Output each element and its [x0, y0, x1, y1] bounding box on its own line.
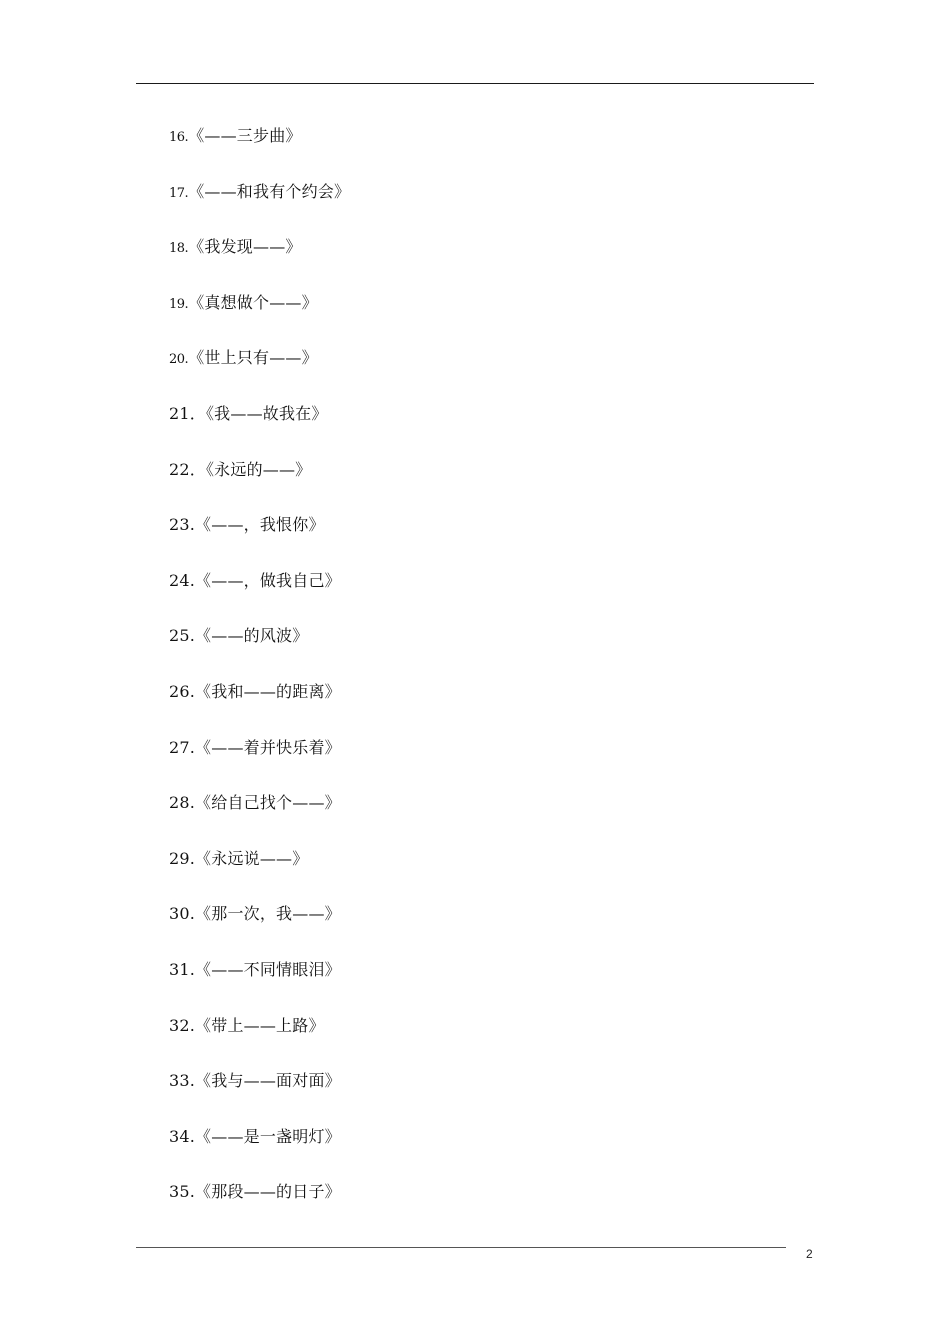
list-item	[169, 1070, 350, 1126]
item-title: 《我发现——》	[188, 237, 302, 257]
item-title: 《那段——的日子》	[195, 1182, 341, 1202]
item-number: 31.	[169, 959, 196, 979]
list-item	[169, 1015, 350, 1071]
item-title: 《——，我恨你》	[195, 515, 325, 535]
list-item	[169, 514, 350, 570]
item-title: 《带上——上路》	[195, 1015, 325, 1035]
item-title: 《——是一盏明灯》	[195, 1126, 341, 1146]
item-title: 《——的风波》	[195, 626, 309, 646]
item-number: 19.	[169, 296, 189, 312]
item-title: 《——和我有个约会》	[188, 181, 351, 201]
item-number: 25.	[169, 626, 196, 646]
item-title: 《给自己找个——》	[195, 793, 341, 813]
list-item	[169, 792, 350, 848]
list-item	[169, 903, 350, 959]
item-number: 33.	[169, 1071, 196, 1091]
footer-rule	[136, 1247, 786, 1248]
item-title: 《——，做我自己》	[195, 570, 341, 590]
item-title: 《我与——面对面》	[195, 1071, 341, 1091]
list-item	[169, 181, 350, 237]
page-number: 2	[806, 1247, 813, 1261]
list-item	[169, 570, 350, 626]
item-number: 23.	[169, 515, 196, 535]
list-item	[169, 1181, 350, 1237]
item-number: 24.	[169, 570, 196, 590]
item-number: 29.	[169, 848, 196, 868]
item-number: 20.	[169, 352, 189, 368]
item-title: 《——着并快乐着》	[195, 737, 341, 757]
item-number: 27.	[169, 737, 196, 757]
item-title: 《——不同情眼泪》	[195, 959, 341, 979]
item-title: 《——三步曲》	[188, 126, 302, 145]
item-title: 《永远说——》	[195, 848, 309, 868]
list-item	[169, 625, 350, 681]
list-item	[169, 347, 350, 403]
item-title: 《那一次，我——》	[195, 904, 341, 924]
item-number: 22．	[169, 459, 206, 479]
item-number: 17.	[169, 185, 189, 201]
item-number: 30.	[169, 904, 196, 924]
list-item	[169, 459, 350, 515]
list-item	[169, 681, 350, 737]
item-number: 28.	[169, 793, 196, 813]
item-number: 34.	[169, 1126, 196, 1146]
item-title: 《世上只有——》	[188, 348, 318, 368]
item-title: 《我和——的距离》	[195, 681, 341, 701]
item-number: 21．	[169, 403, 206, 423]
list-item	[169, 959, 350, 1015]
header-rule	[136, 83, 814, 84]
list-item	[169, 236, 350, 292]
list-item	[169, 848, 350, 904]
list-item	[169, 125, 350, 181]
item-number: 26.	[169, 681, 196, 701]
list-item	[169, 737, 350, 793]
list-item	[169, 292, 350, 348]
item-number: 16.	[169, 130, 189, 145]
item-title: 《永远的——》	[205, 459, 312, 479]
item-title: 《我——故我在》	[205, 403, 328, 423]
item-number: 35.	[169, 1182, 196, 1202]
list-item	[169, 403, 350, 459]
item-title: 《真想做个——》	[188, 292, 318, 312]
topic-list	[169, 125, 350, 1237]
list-item	[169, 1126, 350, 1182]
item-number: 18.	[169, 241, 189, 257]
item-number: 32.	[169, 1015, 196, 1035]
